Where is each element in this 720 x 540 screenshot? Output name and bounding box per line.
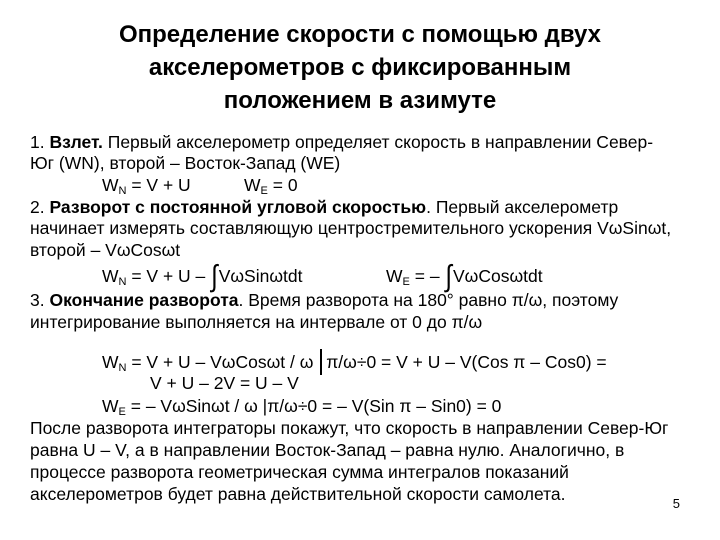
section-heading: Взлет.: [49, 132, 103, 152]
section-heading: Окончание разворота: [49, 290, 239, 310]
eq-symbol: W: [386, 266, 403, 286]
eq-symbol: W: [102, 396, 119, 416]
section-number: 2.: [30, 197, 45, 217]
eq-rhs: π/ω÷0 = V + U – V(Cos π – Cos0) =: [326, 352, 607, 372]
eq-rhs: = V + U: [126, 175, 191, 195]
paragraph-line: Юг (WN), второй – Восток-Запад (WE): [30, 153, 341, 173]
section-heading: Разворот с постоянной угловой скоростью: [49, 197, 427, 217]
equation-we-end: [102, 396, 501, 417]
paragraph-text: . Первый акселерометр: [426, 197, 619, 217]
equation-we-turn: [386, 259, 543, 294]
paragraph-line: акселерометров будет равна действительной скорости самолета.: [30, 484, 566, 504]
page-number: 5: [672, 496, 680, 511]
eq-integrand: VωSinωtdt: [218, 266, 303, 286]
integral-icon: ∫: [211, 259, 218, 294]
section-number: 1.: [30, 132, 45, 152]
paragraph-line: После разворота интеграторы покажут, что скорость в направлении Север-Юг: [30, 418, 669, 438]
paragraph-line: интегрирование выполняется на интервале от 0 до π/ω: [30, 312, 483, 332]
paragraph-line: второй – VωCosωt: [30, 240, 181, 260]
title-line: Определение скорости с помощью двух: [118, 21, 602, 48]
eq-rhs: = –: [409, 266, 445, 286]
eq-subscript: N: [118, 276, 127, 288]
slide-title: [60, 18, 660, 117]
eq-rhs: = 0: [267, 175, 298, 195]
title-line: положением в азимуте: [223, 87, 497, 114]
section1-intro-line: [30, 132, 653, 153]
eq-rhs: = – VωSinωt / ω |π/ω÷0 = – V(Sin π – Sin0) = 0: [125, 396, 502, 416]
equation-we-takeoff: [244, 175, 298, 196]
paragraph-line: равна U – V, а в направлении Восток-Запад – равна нулю. Аналогично, в: [30, 440, 625, 460]
paragraph-text: . Время разворота на 180° равно π/ω, поэтому: [238, 290, 619, 310]
title-line: акселерометров с фиксированным: [148, 54, 572, 81]
eq-symbol: W: [244, 175, 261, 195]
section2-intro-line: [30, 197, 618, 218]
eq-rhs: = V + U –: [126, 266, 211, 286]
eq-subscript: N: [118, 362, 127, 374]
equation-wn-takeoff: [102, 175, 191, 196]
eq-subscript: E: [402, 276, 410, 288]
eq-symbol: W: [102, 175, 119, 195]
integral-icon: ∫: [445, 259, 452, 294]
eq-integrand: VωCosωtdt: [453, 266, 543, 286]
eq-symbol: W: [102, 266, 119, 286]
paragraph-line: процессе разворота геометрическая сумма интегралов показаний: [30, 462, 569, 482]
eq-subscript: E: [260, 185, 268, 197]
equation-wn-turn: [102, 259, 303, 294]
section3-intro-line: [30, 290, 618, 311]
eq-subscript: E: [118, 406, 126, 418]
eq-symbol: W: [102, 352, 119, 372]
eq-subscript: N: [118, 185, 127, 197]
equation-wn-end: [102, 349, 607, 375]
eq-rhs: = V + U – VωCosωt / ω: [126, 352, 319, 372]
paragraph-line: начинает измерять составляющую центростремительного ускорения VωSinωt,: [30, 218, 672, 238]
paragraph-text: Первый акселерометр определяет скорость в направлении Север-: [102, 132, 654, 152]
equation-wn-result: V + U – 2V = U – V: [150, 373, 299, 393]
evaluation-bar-icon: [320, 349, 322, 375]
section-number: 3.: [30, 290, 45, 310]
